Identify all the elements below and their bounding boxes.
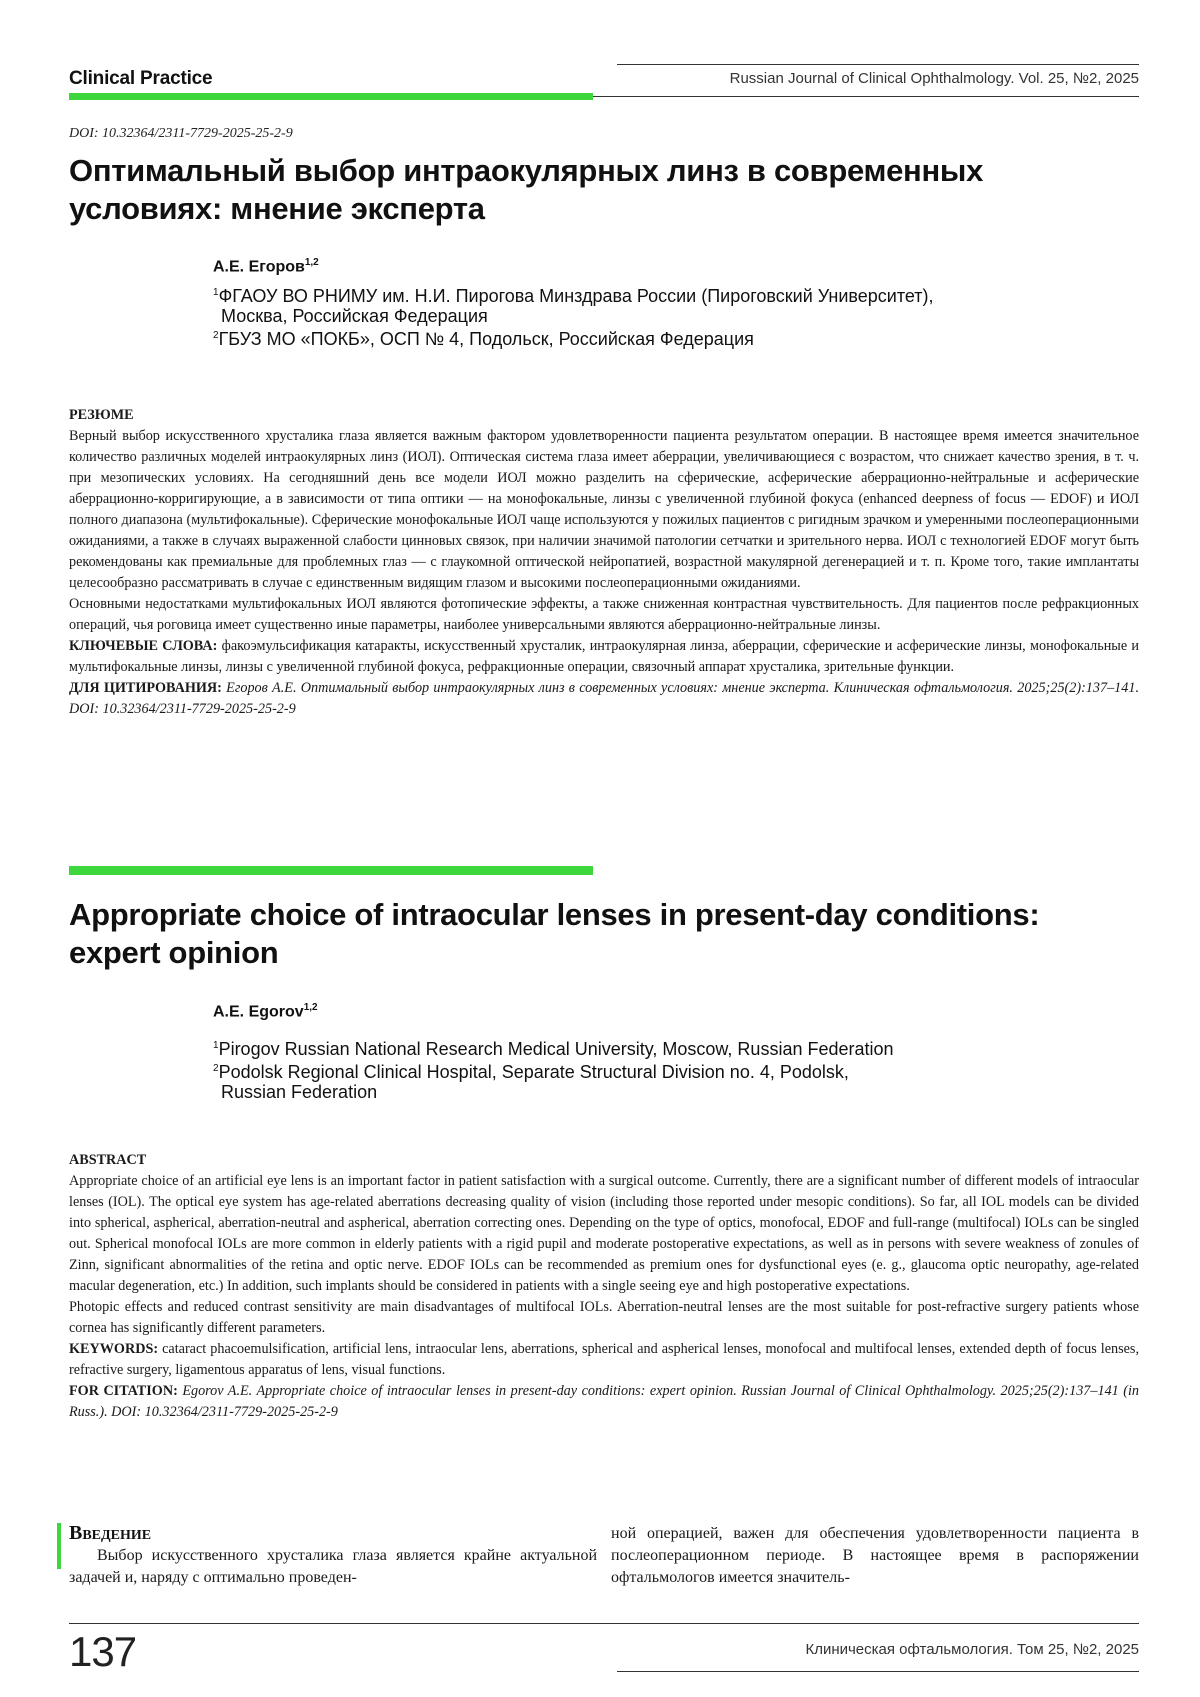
en-affil-2-cont: Russian Federation <box>213 1082 1113 1102</box>
ru-citation-text: Егоров А.Е. Оптимальный выбор интраокулярных линз в современных условиях: мнение эксперта. Клиническая офтальмология. 2025;25(2):137–141. DOI: 10.32364/2311-7729-2025-25-2-9 <box>69 680 1139 717</box>
footer-rule <box>69 1623 1139 1624</box>
ru-affil-1-cont: Москва, Российская Федерация <box>213 306 1113 326</box>
en-author-name: A.E. Egorov <box>213 1003 304 1020</box>
en-citation-text: Egorov A.E. Appropriate choice of intraocular lenses in present-day conditions: expert opinion. Russian Journal of Clinical Ophthalmology. 2025;25(2):137–141 (in Russ.). DOI: 10.32364/2311-7729-2025-25-2-9 <box>69 1383 1139 1420</box>
ru-affil-1-text: ФГАОУ ВО РНИМУ им. Н.И. Пирогова Минздрава России (Пироговский Университет), <box>219 286 934 306</box>
ru-affil-1 <box>213 283 1113 306</box>
en-affil-1-text: Pirogov Russian National Research Medical University, Moscow, Russian Federation <box>219 1039 894 1059</box>
en-author-sup: 1,2 <box>304 1002 318 1013</box>
ru-affiliations <box>213 283 1113 349</box>
footer-journal: Клиническая офтальмология. Том 25, №2, 2025 <box>805 1641 1139 1658</box>
ru-keywords-label: КЛЮЧЕВЫЕ СЛОВА: <box>69 638 217 654</box>
ru-author <box>213 257 319 276</box>
en-title <box>69 896 1109 972</box>
footer-rule-bottom <box>617 1671 1139 1672</box>
en-abstract-p1: Appropriate choice of an artificial eye lens is an important factor in patient satisfaction with a surgical outcome. Currently, there are a significant number of different models of intraocular lenses (IOL). The optical eye system has age-related aberrations decreasing quality of vision (including those reported under mesopic conditions). So far, all IOL models can be divided into spherical, aspherical, aberration-neutral and aspherical, aberration correcting ones. Depending on the type of optics, monofocal, EDOF and full-range (multifocal) IOLs can be singled out. Spherical monofocal IOLs are more common in elderly patients with a rigid pupil and moderate postoperative expectations, as well as in persons with severe weakness of zonules of Zinn, significant abnormalities of the retina and optic nerve. EDOF IOLs can be recommended as premium ones for dysfunctional eyes (e. g., glaucoma optic neuropathy, age-related macular degeneration, etc.) In addition, such implants should be considered in patients with a single seeing eye and high postoperative expectations. <box>69 1171 1139 1297</box>
ru-abstract <box>69 405 1139 720</box>
en-affil-1-sup: 1 <box>213 1040 219 1051</box>
intro-accent-bar <box>57 1523 61 1569</box>
en-affil-2-sup: 2 <box>213 1063 219 1074</box>
ru-abstract-heading: РЕЗЮМЕ <box>69 405 1139 426</box>
en-title-line1: Appropriate choice of intraocular lenses in present-day conditions: <box>69 896 1109 934</box>
ru-affil-2 <box>213 326 1113 349</box>
ru-abstract-p1: Верный выбор искусственного хрусталика глаза является важным фактором удовлетворенности пациента результатом операции. В настоящее время имеется значительное количество различных моделей интраокулярных линз (ИОЛ). Оптическая система глаза имеет аберрации, увеличивающиеся с возрастом, что снижает качество зрения, в т. ч. при мезопических условиях. На сегодняшний день все модели ИОЛ можно разделить на сферические, асферические аберрационно-нейтральные и асферические аберрационно-корригирующие, а в зависимости от типа оптики — на монофокальные, линзы с увеличенной глубиной фокуса (enhanced deepness of focus — EDOF) и ИОЛ полного диапазона (мультифокальные). Сферические монофокальные ИОЛ чаще используются у пожилых пациентов с ригидным зрачком и умеренными послеоперационными ожиданиями, а также в случаях выраженной слабости цинновых связок, при наличии значимой патологии сетчатки и зрительного нерва. ИОЛ с технологией EDOF могут быть рекомендованы как премиальные для проблемных глаз — с глаукомной оптической нейропатией, возрастной макулярной дегенерацией и т. п. Кроме того, такие имплантаты целесообразно рассматривать в случае с единственным видящим глазом и высокими послеоперационными ожиданиями. <box>69 426 1139 594</box>
en-affiliations <box>213 1036 1113 1102</box>
ru-keywords-text: факоэмульсификация катаракты, искусственный хрусталик, интраокулярная линза, аберрации, сферические и асферические линзы, монофокальные и мультифокальные линзы, линзы с увеличенной глубиной фокуса, рефракционные операции, связочный аппарат хрусталика, зрительные функции. <box>69 638 1139 675</box>
en-affil-1 <box>213 1036 1113 1059</box>
ru-affil-2-sup: 2 <box>213 330 219 341</box>
en-citation-label: FOR CITATION: <box>69 1383 178 1399</box>
en-affil-2 <box>213 1059 1113 1082</box>
ru-citation <box>69 678 1139 720</box>
section-divider-accent <box>69 866 593 875</box>
doi: DOI: 10.32364/2311-7729-2025-25-2-9 <box>69 126 293 142</box>
en-abstract-heading: ABSTRACT <box>69 1150 1139 1171</box>
ru-affil-2-text: ГБУЗ МО «ПОКБ», ОСП № 4, Подольск, Российская Федерация <box>219 329 754 349</box>
header-accent-bar <box>69 93 593 100</box>
intro-heading: Введение <box>69 1522 151 1545</box>
en-title-line2: expert opinion <box>69 934 1109 972</box>
en-abstract <box>69 1150 1139 1423</box>
ru-title-line2: условиях: мнение эксперта <box>69 190 1109 228</box>
ru-author-name: А.Е. Егоров <box>213 258 305 275</box>
ru-keywords <box>69 636 1139 678</box>
en-author <box>213 1002 318 1021</box>
header-rule <box>593 96 1139 97</box>
en-keywords-text: cataract phacoemulsification, artificial lens, intraocular lens, aberrations, spherical and aspherical lenses, monofocal and multifocal lenses, extended depth of focus lenses, refractive surgery, ligamentous apparatus of lens, visual functions. <box>69 1341 1139 1378</box>
ru-citation-label: ДЛЯ ЦИТИРОВАНИЯ: <box>69 680 222 696</box>
en-keywords-label: KEYWORDS: <box>69 1341 158 1357</box>
en-citation <box>69 1381 1139 1423</box>
header-rule-top <box>617 64 1139 65</box>
ru-affil-1-sup: 1 <box>213 287 219 298</box>
journal-header: Russian Journal of Clinical Ophthalmology. Vol. 25, №2, 2025 <box>730 70 1139 87</box>
en-keywords <box>69 1339 1139 1381</box>
intro-column-right: ной операцией, важен для обеспечения удовлетворенности пациента в послеоперационном периоде. В настоящее время в распоряжении офтальмологов имеется значитель- <box>611 1523 1139 1589</box>
en-affil-2-text: Podolsk Regional Clinical Hospital, Separate Structural Division no. 4, Podolsk, <box>219 1062 849 1082</box>
ru-title <box>69 152 1109 228</box>
ru-author-sup: 1,2 <box>305 257 319 268</box>
en-abstract-p2: Photopic effects and reduced contrast sensitivity are main disadvantages of multifocal IOLs. Aberration-neutral lenses are the most suitable for post-refractive surgery patients whose cornea has significantly different parameters. <box>69 1297 1139 1339</box>
ru-abstract-p2: Основными недостатками мультифокальных ИОЛ являются фотопические эффекты, а также сниженная контрастная чувствительность. Для пациентов после рефракционных операций, чья роговица имеет существенно иные параметры, наиболее универсальными являются аберрационно-нейтральные линзы. <box>69 594 1139 636</box>
intro-column-left: Выбор искусственного хрусталика глаза является крайне актуальной задачей и, наряду с оптимально проведен- <box>69 1545 597 1589</box>
page-number: 137 <box>69 1628 136 1676</box>
section-label: Clinical Practice <box>69 68 212 90</box>
ru-title-line1: Оптимальный выбор интраокулярных линз в современных <box>69 152 1109 190</box>
